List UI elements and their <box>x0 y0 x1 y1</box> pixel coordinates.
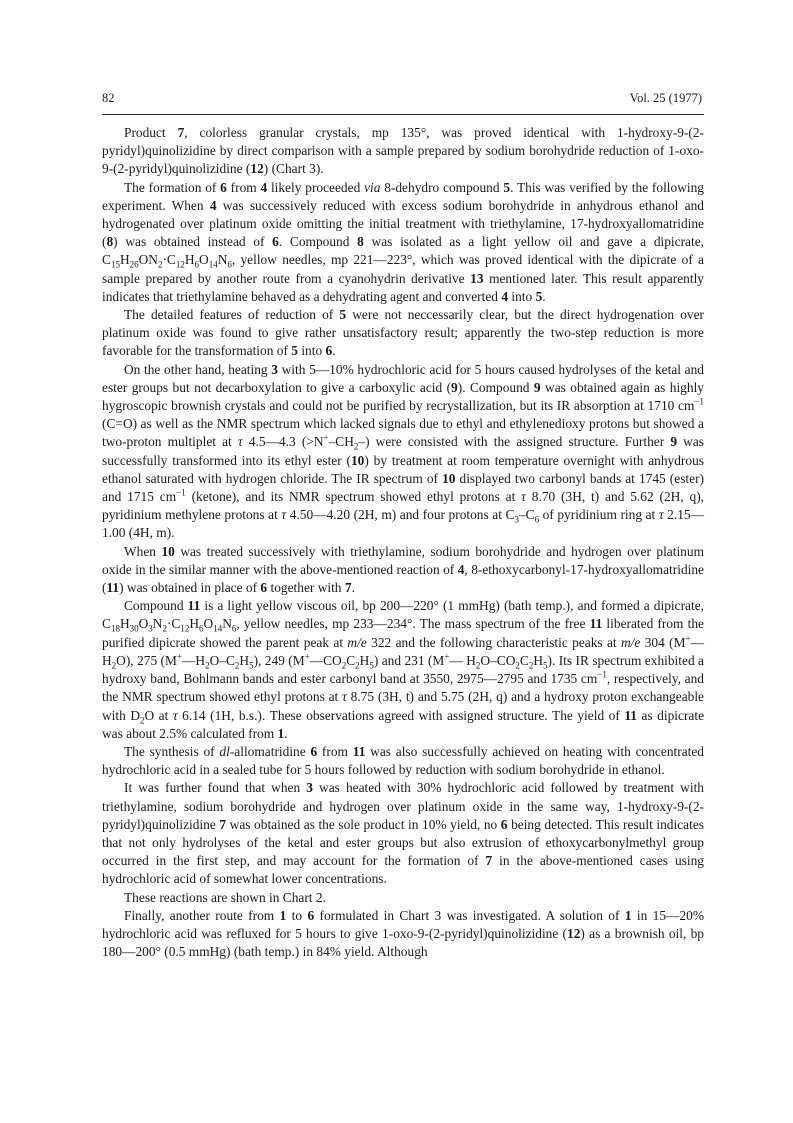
paragraph: Finally, another route from 1 to 6 formulated in Chart 3 was investigated. A solution of 1 in 15—20% hydrochloric acid was refluxed for 5 hours to give 1-oxo-9-(2-pyridyl)quinolizidine (12) as a brownish oil, bp 180—200° (0.5 mmHg) (bath temp.) in 84% yield. Although <box>102 907 704 960</box>
paragraph: Compound 11 is a light yellow viscous oil, bp 200—220° (1 mmHg) (bath temp.), and formed a dipicrate, $C_{18}H_{30}O_3N_2\cdot C_{12}H_6O_{14}N_6$, yellow needles, mp 233—234°. The mass spectrum of the free 11 liberated from the purified dipicrate showed the parent peak at m/e 322 and the following characteristic peaks at m/e 304 $(M^+—H_2O)$, 275 $(M^+—H_2O-C_2H_5)$, 249 $(M^+—CO_2C_2H_5)$ and 231 (M+— $H_2O-CO_2C_2H_5$). Its IR spectrum exhibited a hydroxy band, Bohlmann bands and ester carbonyl band at 3550, 2975—2795 and 1735 $cm^{-1}$, respectively, and the NMR spectrum showed ethyl protons at τ 8.75 (3H, t) and 5.75 (2H, q) and a hydroxy proton exchangeable with $D_2O$ at τ 6.14 (1H, b.s.). These observations agreed with assigned structure. The yield of 11 as dipicrate was about 2.5% calculated from 1. <box>102 598 705 741</box>
journal-volume: Vol. 25 (1977) <box>629 91 702 105</box>
header-rule <box>102 114 704 115</box>
paragraph: The formation of 6 from 4 likely proceeded via 8-dehydro compound 5. This was verified by the following experiment. When 4 was successively reduced with excess sodium borohydride in anhydrous ethanol and hydrogenated over platinum oxide omitting the initial treatment with triethylamine, 17-hydroxyallomatridine (8) was obtained instead of 6. Compound 8 was isolated as a light yellow oil and gave a dipicrate, $C_{15}H_{26}ON_2\cdot C_{12}H_6O_{14}N_6$, yellow needles, mp 221—223°, which was proved identical with the dipicrate of a sample prepared by another route from a cyanohydrin derivative 13 mentioned later. This result apparently indicates that triethylamine behaved as a dehydrating agent and converted 4 into 5. <box>102 179 705 304</box>
article-body <box>102 124 704 961</box>
paragraph: When 10 was treated successively with triethylamine, sodium borohydride and hydrogen over platinum oxide in the similar manner with the above-mentioned reaction of 4, 8-ethoxycarbonyl-17-hydroxyallomatridine (11) was obtained in place of 6 together with 7. <box>102 543 704 596</box>
page-number: 82 <box>102 91 115 105</box>
paragraph: The synthesis of dl-allomatridine 6 from 11 was also successfully achieved on heating with concentrated hydrochloric acid in a sealed tube for 5 hours followed by reduction with sodium borohydride in ethanol. <box>102 743 704 778</box>
paragraph: It was further found that when 3 was heated with 30% hydrochloric acid followed by treatment with triethylamine, sodium borohydride and hydrogen over platinum oxide in the same way, 1-hydroxy-9-(2-pyridyl)quinolizidine 7 was obtained as the sole product in 10% yield, no 6 being detected. This result indicates that not only hydrolyses of the ketal and ester groups but also extrusion of ethoxycarbonylmethyl group occurred in the first step, and may account for the formation of 7 in the above-mentioned cases using hydrochloric acid of somewhat lower concentrations. <box>102 780 704 887</box>
paragraph: The detailed features of reduction of 5 were not neccessarily clear, but the direct hydrogenation over platinum oxide was found to give rather unsatisfactory result; apparently the two-step reduction is more favorable for the transformation of 5 into 6. <box>102 307 704 359</box>
page-header <box>102 91 702 111</box>
paragraph: These reactions are shown in Chart 2. <box>124 889 326 905</box>
paragraph: Product 7, colorless granular crystals, mp 135°, was proved identical with 1-hydroxy-9-(2-pyridyl)quinolizidine by direct comparison with a sample prepared by sodium borohydride reduction of 1-oxo-9-(2-pyridyl)quinolizidine (12) (Chart 3). <box>102 125 704 177</box>
paragraph: On the other hand, heating 3 with 5—10% hydrochloric acid for 5 hours caused hydrolyses of the ketal and ester groups but not decarboxylation to give a carboxylic acid (9). Compound 9 was obtained again as highly hygroscopic brownish crystals and could not be purified by recrystallization, but its IR absorption at 1710 $cm^{-1}$ (C=O) as well as the NMR spectrum which lacked signals due to ethyl and ethylenedioxy protons but showed a two-proton multiplet at τ 4.5—4.3 $(>N^+-CH_2-)$ were consisted with the assigned structure. Further 9 was successfully transformed into its ethyl ester (10) by treatment at room temperature overnight with anhydrous ethanol saturated with hydrogen chloride. The IR spectrum of 10 displayed two carbonyl bands at 1745 (ester) and 1715 $cm^{-1}$ (ketone), and its NMR spectrum showed ethyl protons at τ 8.70 (3H, t) and 5.62 (2H, q), pyridinium methylene protons at τ 4.50—4.20 (2H, m) and four protons at $C_3-C_6$ of pyridinium ring at τ 2.15—1.00 (4H, m). <box>102 361 705 541</box>
